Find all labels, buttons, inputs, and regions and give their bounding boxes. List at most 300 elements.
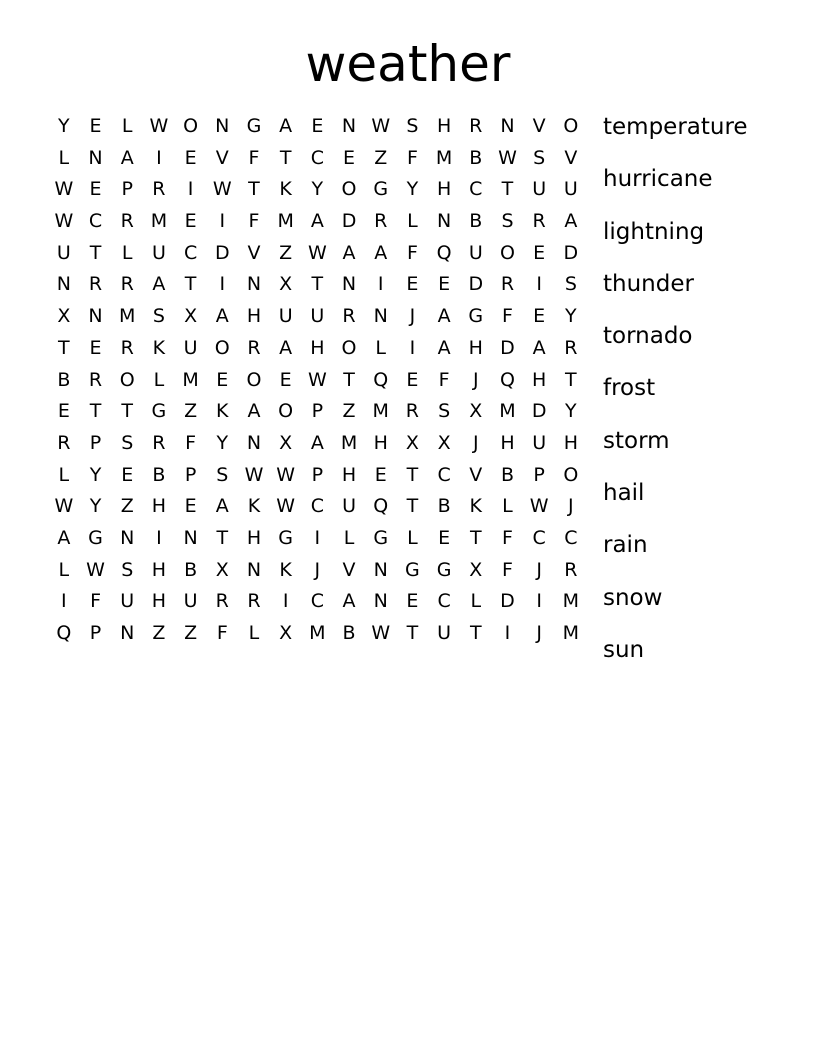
word-list-item: lightning <box>603 218 705 245</box>
grid-letter: A <box>215 495 229 518</box>
grid-letter: Z <box>184 622 198 644</box>
grid-letter: X <box>469 558 483 581</box>
grid-letter: Y <box>311 178 324 201</box>
word-list-item: hail <box>603 480 645 507</box>
grid-letter: X <box>279 273 293 296</box>
grid-row <box>48 428 587 460</box>
grid-letter: R <box>500 273 515 296</box>
grid-letter: K <box>152 336 166 359</box>
grid-letter: L <box>343 526 355 549</box>
grid-letter: E <box>184 495 197 518</box>
grid-letter: M <box>119 305 136 328</box>
grid-letter: E <box>121 463 134 486</box>
grid-letter: Y <box>406 178 419 201</box>
grid-letter: I <box>536 590 542 613</box>
grid-letter: Y <box>565 400 577 423</box>
grid-letter: N <box>88 146 103 169</box>
grid-letter: C <box>564 526 578 549</box>
grid-letter: F <box>502 526 513 549</box>
grid-row <box>48 333 587 365</box>
grid-letter: E <box>343 146 356 169</box>
puzzle-title: weather <box>305 35 511 93</box>
word-list-item: tornado <box>603 323 693 350</box>
grid-letter: T <box>89 400 102 423</box>
grid-letter: H <box>341 463 357 486</box>
grid-letter: A <box>564 210 578 233</box>
grid-letter: Z <box>279 241 293 264</box>
grid-letter: D <box>468 273 484 296</box>
grid-letter: W <box>307 368 327 391</box>
grid-letter: N <box>88 305 103 328</box>
grid-letter: E <box>438 526 451 549</box>
grid-letter: T <box>216 526 229 549</box>
grid-letter: H <box>151 495 167 518</box>
grid-letter: B <box>437 495 451 518</box>
grid-letter: H <box>436 115 452 137</box>
grid-letter: A <box>310 431 324 454</box>
grid-letter: F <box>438 368 450 391</box>
grid-letter: P <box>89 431 102 454</box>
grid-letter: N <box>120 526 135 549</box>
grid-letter: R <box>342 305 356 328</box>
grid-letter: X <box>279 622 293 644</box>
grid-row <box>48 174 587 206</box>
grid-letter: O <box>341 178 357 201</box>
word-list <box>603 111 808 686</box>
grid-letter: E <box>406 590 419 613</box>
grid-letter: A <box>279 336 293 359</box>
grid-letter: O <box>183 115 199 137</box>
grid-letter: S <box>152 305 165 328</box>
grid-letter: U <box>468 241 483 264</box>
grid-letter: M <box>562 590 580 613</box>
grid-letter: E <box>374 463 387 486</box>
grid-letter: R <box>247 336 261 359</box>
grid-letter: E <box>279 368 292 391</box>
grid-row <box>48 396 587 428</box>
grid-letter: P <box>121 178 133 201</box>
grid-letter: G <box>373 526 389 549</box>
grid-letter: A <box>279 115 293 137</box>
grid-letter: M <box>435 146 453 169</box>
grid-letter: N <box>341 273 357 296</box>
grid-letter: R <box>532 210 546 233</box>
grid-letter: T <box>58 336 70 359</box>
grid-letter: O <box>214 336 230 359</box>
grid-letter: A <box>437 336 451 359</box>
grid-row <box>48 206 587 238</box>
grid-letter: D <box>341 210 357 233</box>
grid-letter: J <box>314 558 321 581</box>
grid-letter: N <box>246 558 262 581</box>
grid-letter: R <box>564 336 578 359</box>
grid-letter: H <box>246 305 262 328</box>
grid-letter: G <box>88 526 103 549</box>
grid-letter: Z <box>184 400 198 423</box>
grid-letter: K <box>279 178 292 201</box>
grid-letter: D <box>500 336 515 359</box>
grid-letter: U <box>278 305 293 328</box>
grid-letter: I <box>219 210 226 233</box>
grid-letter: S <box>533 146 546 169</box>
grid-letter: W <box>86 558 105 581</box>
grid-letter: E <box>311 115 324 137</box>
grid-letter: M <box>277 210 294 233</box>
grid-letter: U <box>120 590 135 613</box>
grid-letter: A <box>152 273 166 296</box>
grid-letter: R <box>120 336 134 359</box>
grid-letter: L <box>58 558 70 581</box>
grid-letter: C <box>310 590 324 613</box>
grid-letter: G <box>405 558 420 581</box>
grid-letter: X <box>184 305 198 328</box>
grid-letter: B <box>184 558 198 581</box>
grid-letter: X <box>469 400 483 423</box>
grid-letter: Q <box>373 368 389 391</box>
grid-letter: G <box>436 558 452 581</box>
grid-letter: A <box>342 590 356 613</box>
grid-letter: G <box>246 115 262 137</box>
grid-letter: S <box>564 273 577 296</box>
grid-letter: U <box>532 431 547 454</box>
grid-letter: F <box>248 146 260 169</box>
grid-letter: P <box>184 463 197 486</box>
grid-row <box>48 460 587 492</box>
grid-letter: J <box>472 431 479 454</box>
grid-letter: I <box>219 273 226 296</box>
grid-letter: W <box>54 495 74 518</box>
grid-row <box>48 555 587 587</box>
grid-letter: T <box>406 495 419 518</box>
grid-letter: P <box>311 463 324 486</box>
grid-letter: C <box>469 178 483 201</box>
grid-letter: T <box>89 241 102 264</box>
grid-letter: V <box>564 146 578 169</box>
grid-letter: W <box>54 178 74 201</box>
grid-letter: F <box>502 305 513 328</box>
grid-letter: H <box>151 590 167 613</box>
grid-letter: E <box>57 400 70 423</box>
grid-letter: A <box>437 305 451 328</box>
grid-letter: Q <box>499 368 515 391</box>
grid-letter: U <box>310 305 325 328</box>
grid-letter: O <box>278 400 294 423</box>
grid-letter: T <box>279 146 292 169</box>
grid-letter: N <box>246 273 262 296</box>
grid-letter: N <box>183 526 198 549</box>
grid-letter: M <box>372 400 389 423</box>
grid-letter: V <box>215 146 229 169</box>
grid-letter: R <box>120 210 134 233</box>
grid-letter: J <box>568 495 574 518</box>
grid-letter: L <box>407 210 418 233</box>
grid-row <box>48 365 587 397</box>
grid-letter: S <box>121 558 134 581</box>
grid-letter: E <box>184 146 197 169</box>
grid-letter: W <box>276 463 296 486</box>
grid-letter: N <box>373 305 388 328</box>
grid-letter: X <box>57 305 71 328</box>
grid-letter: E <box>406 273 419 296</box>
grid-letter: F <box>216 622 228 644</box>
grid-letter: R <box>215 590 229 613</box>
grid-letter: O <box>563 115 579 137</box>
grid-letter: F <box>90 590 101 613</box>
grid-row <box>48 238 587 270</box>
grid-letter: N <box>373 558 388 581</box>
grid-letter: A <box>247 400 261 423</box>
grid-letter: L <box>121 241 133 264</box>
grid-letter: Q <box>436 241 452 264</box>
grid-letter: D <box>531 400 547 423</box>
grid-letter: Y <box>565 305 577 328</box>
word-list-item: storm <box>603 427 670 454</box>
grid-letter: V <box>469 463 483 486</box>
grid-letter: X <box>405 431 419 454</box>
grid-letter: I <box>377 273 384 296</box>
grid-row <box>48 111 587 143</box>
grid-letter: R <box>88 368 103 391</box>
grid-letter: X <box>437 431 451 454</box>
grid-letter: U <box>563 178 578 201</box>
grid-letter: Y <box>89 495 102 518</box>
grid-letter: V <box>342 558 356 581</box>
grid-letter: N <box>215 115 230 137</box>
grid-letter: E <box>533 241 546 264</box>
grid-letter: Q <box>373 495 389 518</box>
grid-letter: A <box>215 305 229 328</box>
grid-letter: D <box>500 590 515 613</box>
grid-letter: H <box>436 178 452 201</box>
grid-letter: A <box>57 526 71 549</box>
grid-letter: H <box>151 558 167 581</box>
grid-letter: L <box>121 115 133 137</box>
grid-letter: G <box>373 178 389 201</box>
grid-letter: E <box>89 178 102 201</box>
grid-letter: R <box>120 273 134 296</box>
grid-letter: W <box>498 146 517 169</box>
grid-row <box>48 491 587 523</box>
grid-letter: B <box>500 463 514 486</box>
grid-letter: E <box>406 368 419 391</box>
grid-letter: A <box>310 210 324 233</box>
grid-letter: R <box>564 558 578 581</box>
grid-letter: R <box>57 431 71 454</box>
grid-letter: W <box>276 495 296 518</box>
grid-letter: U <box>532 178 547 201</box>
grid-letter: I <box>156 146 162 169</box>
grid-letter: K <box>279 558 292 581</box>
grid-letter: N <box>500 115 515 137</box>
grid-letter: K <box>216 400 229 423</box>
word-list-item: frost <box>603 375 656 402</box>
grid-letter: S <box>438 400 451 423</box>
grid-letter: P <box>311 400 324 423</box>
grid-letter: B <box>152 463 166 486</box>
grid-letter: F <box>502 558 513 581</box>
grid-letter: D <box>563 241 579 264</box>
grid-row <box>48 586 587 618</box>
grid-row <box>48 523 587 555</box>
grid-letter: H <box>310 336 325 359</box>
grid-letter: H <box>468 336 483 359</box>
grid-letter: Y <box>89 463 102 486</box>
grid-letter: H <box>373 431 388 454</box>
grid-letter: T <box>406 463 419 486</box>
word-list-item: snow <box>603 584 663 611</box>
grid-letter: D <box>214 241 230 264</box>
grid-letter: W <box>529 495 549 518</box>
grid-letter: J <box>536 622 542 644</box>
grid-letter: M <box>309 622 326 644</box>
grid-letter: W <box>54 210 74 233</box>
grid-letter: A <box>374 241 388 264</box>
grid-letter: M <box>562 622 580 644</box>
grid-letter: M <box>340 431 358 454</box>
grid-letter: W <box>371 622 391 644</box>
grid-letter: U <box>183 336 198 359</box>
grid-letter: C <box>437 590 451 613</box>
grid-letter: O <box>499 241 515 264</box>
grid-letter: I <box>536 273 542 296</box>
grid-letter: Z <box>152 622 166 644</box>
grid-letter: O <box>563 463 579 486</box>
grid-letter: R <box>405 400 419 423</box>
grid-letter: R <box>152 431 166 454</box>
grid-letter: T <box>343 368 355 391</box>
grid-letter: S <box>406 115 419 137</box>
grid-letter: C <box>88 210 103 233</box>
grid-letter: Y <box>58 115 70 137</box>
grid-letter: K <box>247 495 261 518</box>
grid-letter: I <box>187 178 194 201</box>
word-list-item: sun <box>603 636 645 663</box>
grid-letter: T <box>311 273 324 296</box>
grid-letter: R <box>469 115 483 137</box>
grid-letter: L <box>407 526 418 549</box>
grid-letter: B <box>469 210 483 233</box>
grid-letter: N <box>120 622 135 644</box>
grid-letter: R <box>88 273 103 296</box>
word-list-item: hurricane <box>603 166 713 193</box>
grid-letter: U <box>151 241 166 264</box>
grid-letter: F <box>185 431 197 454</box>
grid-letter: H <box>500 431 515 454</box>
grid-letter: N <box>341 115 357 137</box>
grid-letter: N <box>246 431 262 454</box>
grid-letter: A <box>342 241 356 264</box>
grid-letter: R <box>152 178 166 201</box>
grid-letter: I <box>156 526 162 549</box>
grid-row <box>48 269 587 301</box>
grid-letter: U <box>56 241 71 264</box>
grid-letter: O <box>341 336 357 359</box>
grid-letter: T <box>469 526 482 549</box>
word-list-item: rain <box>603 532 648 559</box>
grid-letter: L <box>58 146 70 169</box>
grid-letter: S <box>216 463 229 486</box>
grid-letter: C <box>437 463 451 486</box>
grid-letter: L <box>470 590 482 613</box>
grid-letter: V <box>532 115 546 137</box>
grid-letter: B <box>342 622 356 644</box>
grid-letter: H <box>532 368 547 391</box>
grid-letter: C <box>310 146 324 169</box>
grid-letter: H <box>563 431 578 454</box>
grid-letter: M <box>182 368 199 391</box>
grid-letter: I <box>61 590 67 613</box>
grid-letter: U <box>183 590 198 613</box>
grid-letter: G <box>278 526 294 549</box>
word-list-item: thunder <box>603 270 694 297</box>
grid-letter: U <box>342 495 356 518</box>
grid-letter: F <box>248 210 260 233</box>
grid-letter: C <box>310 495 324 518</box>
grid-letter: I <box>282 590 289 613</box>
grid-letter: E <box>89 115 102 137</box>
grid-letter: J <box>472 368 479 391</box>
grid-letter: V <box>247 241 261 264</box>
grid-letter: R <box>247 590 261 613</box>
grid-letter: L <box>58 463 70 486</box>
grid-letter: Z <box>120 495 134 518</box>
grid-letter: Q <box>56 622 72 644</box>
grid-letter: H <box>246 526 262 549</box>
grid-letter: L <box>248 622 260 644</box>
grid-letter: O <box>246 368 262 391</box>
grid-letter: A <box>120 146 134 169</box>
grid-letter: E <box>89 336 102 359</box>
grid-letter: L <box>502 495 513 518</box>
grid-letter: T <box>121 400 134 423</box>
grid-letter: R <box>374 210 388 233</box>
grid-letter: T <box>406 622 419 644</box>
grid-letter: S <box>501 210 514 233</box>
grid-letter: W <box>149 115 169 137</box>
grid-letter: U <box>437 622 452 644</box>
grid-row <box>48 301 587 333</box>
grid-letter: J <box>409 305 416 328</box>
grid-letter: L <box>375 336 387 359</box>
grid-letter: L <box>153 368 165 391</box>
grid-letter: M <box>499 400 516 423</box>
grid-letter: T <box>469 622 482 644</box>
grid-letter: C <box>183 241 198 264</box>
grid-letter: F <box>406 146 418 169</box>
grid-letter: W <box>371 115 391 137</box>
grid-letter: M <box>150 210 168 233</box>
grid-letter: N <box>56 273 71 296</box>
grid-letter: A <box>532 336 546 359</box>
grid-letter: I <box>409 336 416 359</box>
grid-row <box>48 143 587 175</box>
grid-letter: G <box>151 400 167 423</box>
grid-letter: N <box>436 210 452 233</box>
grid-letter: Z <box>374 146 388 169</box>
grid-letter: I <box>314 526 321 549</box>
grid-letter: I <box>504 622 511 644</box>
grid-letter: C <box>532 526 546 549</box>
grid-letter: X <box>279 431 293 454</box>
grid-letter: E <box>438 273 451 296</box>
grid-letter: N <box>373 590 388 613</box>
grid-letter: Z <box>342 400 356 423</box>
grid-letter: G <box>468 305 484 328</box>
letter-grid <box>48 111 587 650</box>
grid-letter: O <box>119 368 135 391</box>
grid-letter: E <box>216 368 229 391</box>
grid-letter: T <box>501 178 514 201</box>
